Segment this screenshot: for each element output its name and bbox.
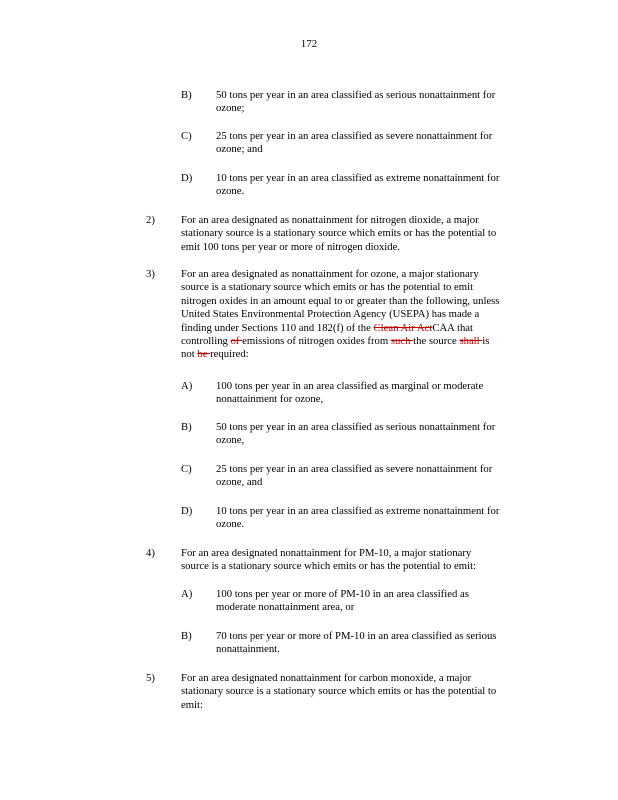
item-text-line: 10 tons per year in an area classified as extreme nonattainment for — [216, 505, 500, 517]
item-text-line: nonattainment for ozone, — [216, 393, 324, 406]
item-text-line: 100 tons per year or more of PM-10 in an area classified as — [216, 588, 469, 600]
item-text-line: For an area designated nonattainment for PM-10, a major stationary — [181, 547, 472, 559]
item-text-line: source is a stationary source which emits or has the potential to emit: — [181, 560, 477, 573]
text-run: finding under Sections 110 and 182(f) of the — [181, 321, 374, 334]
text-run: not — [181, 348, 198, 361]
item-text-line: nonattainment. — [216, 643, 280, 656]
item-text-line: emit: — [181, 698, 203, 711]
item-label: B) — [181, 421, 192, 433]
item-text-line: 10 tons per year in an area classified as extreme nonattainment for — [216, 172, 500, 184]
text-run: that — [454, 321, 473, 334]
deleted-text: shall — [459, 335, 483, 348]
item-label: C) — [181, 130, 192, 142]
item-label: D) — [181, 172, 193, 184]
item-text-line: 25 tons per year in an area classified as severe nonattainment for — [216, 130, 493, 142]
deleted-text: of — [230, 335, 243, 348]
item-label: D) — [181, 505, 193, 517]
item-label: A) — [181, 380, 193, 392]
item-text-line: moderate nonattainment area, or — [216, 601, 355, 614]
deleted-text: such — [390, 335, 414, 348]
text-run: controlling — [181, 335, 231, 348]
item-text-line: For an area designated as nonattainment for nitrogen dioxide, a major — [181, 214, 479, 226]
item-text-line: ozone, — [216, 434, 245, 447]
item-text-line: stationary source is a stationary source which emits or has the potential to — [181, 227, 497, 240]
item-label: B) — [181, 630, 192, 642]
item-text-line — [181, 335, 581, 348]
text-run: emissions of nitrogen oxides from — [242, 335, 391, 348]
item-label: 2) — [146, 214, 155, 226]
item-label: 4) — [146, 547, 155, 559]
item-text-line: nitrogen oxides in an amount equal to or greater than the following, unless — [181, 294, 500, 307]
item-text-line: ozone. — [216, 185, 245, 198]
item-text-line: For an area designated nonattainment for carbon monoxide, a major — [181, 672, 472, 684]
item-text-line: For an area designated as nonattainment for ozone, a major stationary — [181, 268, 479, 280]
item-text-line: 100 tons per year in an area classified as marginal or moderate — [216, 380, 484, 392]
item-text-line: 50 tons per year in an area classified as serious nonattainment for — [216, 89, 496, 101]
item-label: C) — [181, 463, 192, 475]
item-text-line: 70 tons per year or more of PM-10 in an area classified as serious — [216, 630, 497, 642]
item-label: A) — [181, 588, 193, 600]
page-number: 172 — [300, 38, 318, 50]
item-label: 3) — [146, 268, 155, 280]
item-label: 5) — [146, 672, 155, 684]
item-text-line: 25 tons per year in an area classified as severe nonattainment for — [216, 463, 493, 475]
item-label: B) — [181, 89, 192, 101]
item-text-line: 50 tons per year in an area classified as serious nonattainment for — [216, 421, 496, 433]
item-text-line: emit 100 tons per year or more of nitrogen dioxide. — [181, 240, 401, 253]
item-text-line: United States Environmental Protection Agency (USEPA) has made a — [181, 308, 480, 321]
inserted-text: is — [482, 335, 490, 348]
text-run: required: — [210, 348, 249, 361]
inserted-text: CAA — [432, 321, 455, 334]
text-run: the source — [413, 335, 460, 348]
item-text-line: stationary source is a stationary source which emits or has the potential to — [181, 685, 497, 698]
deleted-text: be — [197, 348, 211, 361]
item-text-line: ozone, and — [216, 476, 263, 489]
item-text-line: ozone; and — [216, 143, 263, 156]
item-text-line — [181, 348, 581, 361]
item-text-line — [181, 322, 581, 335]
item-text-line: source is a stationary source which emits or has the potential to emit — [181, 281, 474, 294]
item-text-line: ozone. — [216, 518, 245, 531]
item-text-line: ozone; — [216, 102, 245, 115]
deleted-text: Clean Air Act — [373, 321, 433, 334]
